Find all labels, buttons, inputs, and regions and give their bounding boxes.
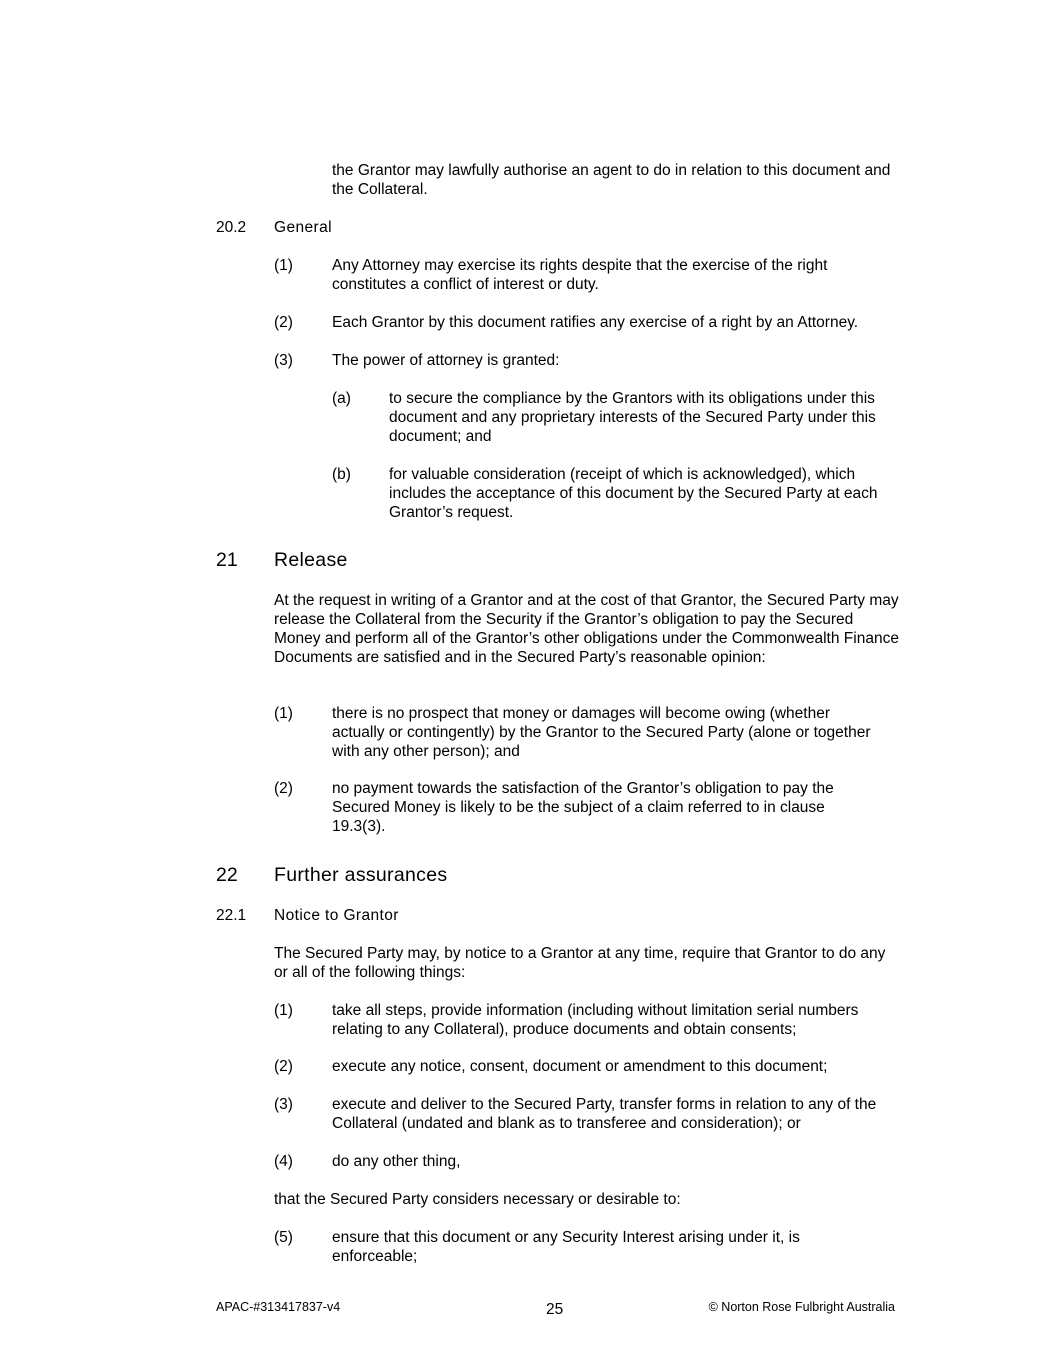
item-text: execute any notice, consent, document or amendment to this document; <box>332 1058 828 1075</box>
item-text: do any other thing, <box>332 1153 461 1170</box>
item-text: Any Attorney may exercise its rights despite that the exercise of the right constitutes a conflict of interest or duty. <box>332 257 828 293</box>
item-number: (2) <box>274 314 293 331</box>
clause-title-further-assurances: Further assurances <box>274 864 448 886</box>
item-text: ensure that this document or any Security Interest arising under it, is enforceable; <box>332 1229 800 1265</box>
item-text: no payment towards the satisfaction of the Grantor’s obligation to pay the Secured Money is likely to be the subject of a claim referred to in clause 19.3(3). <box>332 780 834 835</box>
item-number: (1) <box>274 705 293 722</box>
item-number: (5) <box>274 1229 293 1246</box>
clause-number-21: 21 <box>216 549 238 571</box>
subitem-text: for valuable consideration (receipt of which is acknowledged), which includes the acceptance of this document by the Secured Party at each Grantor’s request. <box>389 466 878 521</box>
item-text: execute and deliver to the Secured Party, transfer forms in relation to any of the Collateral (undated and blank as to transferee and consideration); or <box>332 1096 877 1132</box>
item-number: (1) <box>274 1002 293 1019</box>
item-number: (2) <box>274 780 293 797</box>
subitem-text: to secure the compliance by the Grantors with its obligations under this document and any proprietary interests of the Secured Party under this document; and <box>389 390 876 445</box>
continuation-paragraph: the Grantor may lawfully authorise an agent to do in relation to this document and the Collateral. <box>332 162 891 198</box>
item-text: Each Grantor by this document ratifies any exercise of a right by an Attorney. <box>332 314 859 331</box>
footer-copyright: © Norton Rose Fulbright Australia <box>708 1300 895 1314</box>
clause-title-general: General <box>274 219 332 236</box>
subitem-number: (b) <box>332 466 351 483</box>
item-text: The power of attorney is granted: <box>332 352 560 369</box>
item-text: there is no prospect that money or damages will become owing (whether actually or contingently) by the Grantor to the Secured Party (alone or together with any other person); and <box>332 705 871 760</box>
release-intro-paragraph: At the request in writing of a Grantor and at the cost of that Grantor, the Secured Party may release the Collateral from the Security if the Grantor’s obligation to pay the Secured Money and perform all of the Grantor’s other obligations under the Commonwealth Finance Documents are satisfied and in the Secured Party’s reasonable opinion: <box>274 592 899 666</box>
item-number: (3) <box>274 1096 293 1113</box>
subitem-number: (a) <box>332 390 351 407</box>
clause-number-20-2: 20.2 <box>216 219 247 236</box>
clause-title-notice-to-grantor: Notice to Grantor <box>274 907 399 924</box>
item-number: (2) <box>274 1058 293 1075</box>
item-text: take all steps, provide information (including without limitation serial numbers relating to any Collateral), produce documents and obtain consents; <box>332 1002 859 1038</box>
clause-title-release: Release <box>274 549 348 571</box>
item-number: (3) <box>274 352 293 369</box>
notice-middle-paragraph: that the Secured Party considers necessary or desirable to: <box>274 1191 681 1208</box>
footer-doc-ref: APAC-#313417837-v4 <box>216 1300 341 1314</box>
clause-number-22: 22 <box>216 864 238 886</box>
item-number: (4) <box>274 1153 293 1170</box>
page-number: 25 <box>546 1301 564 1318</box>
notice-intro-paragraph: The Secured Party may, by notice to a Grantor at any time, require that Grantor to do any or all of the following things: <box>274 945 886 981</box>
clause-number-22-1: 22.1 <box>216 907 247 924</box>
item-number: (1) <box>274 257 293 274</box>
